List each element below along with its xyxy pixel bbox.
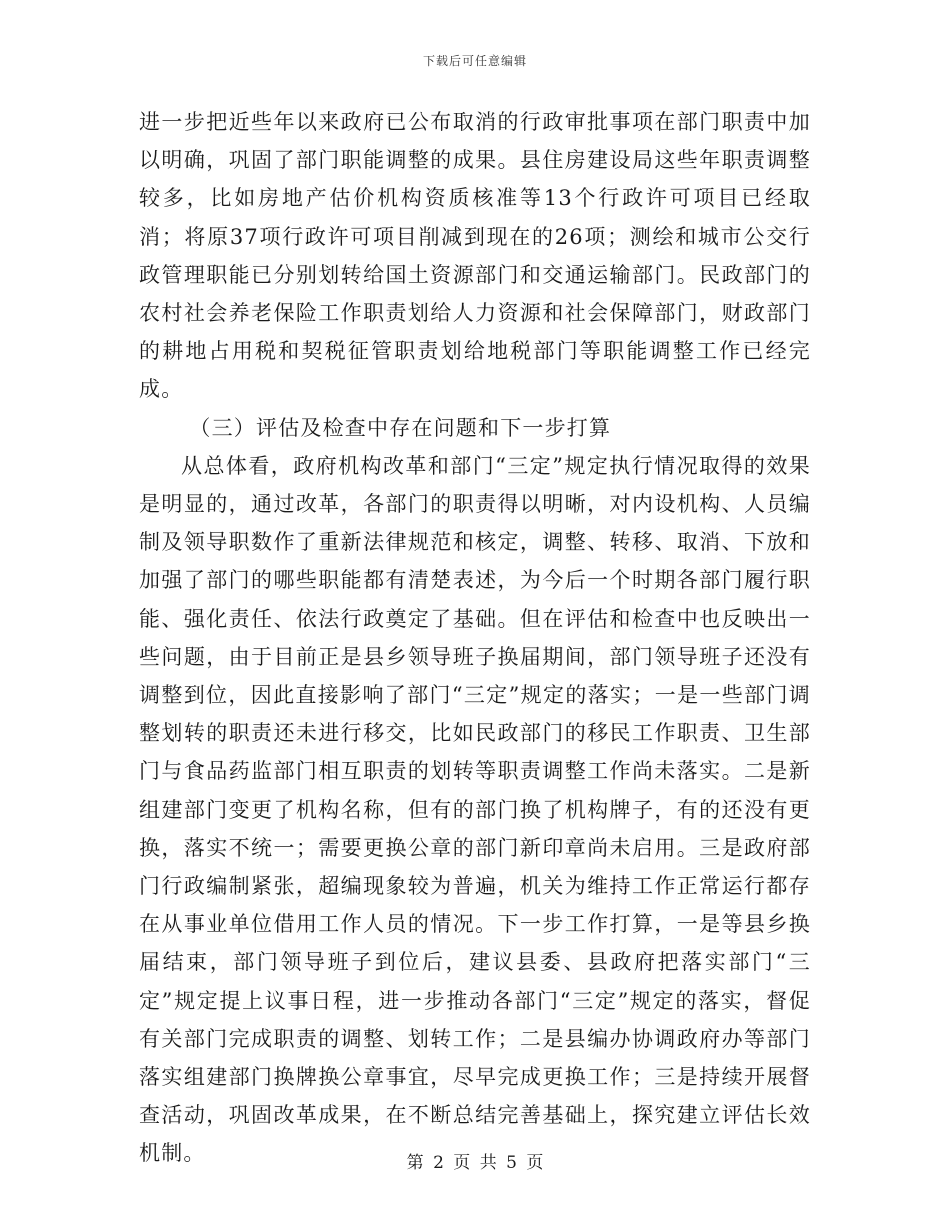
page-header: 下载后可任意编辑: [422, 54, 527, 68]
document-body: [139, 103, 811, 1173]
page-number-footer: 第 2 页 共 5 页: [406, 1153, 544, 1173]
paragraph-body: 从总体看，政府机构改革和部门“三定”规定执行情况取得的效果是明显的，通过改革，各部门的职责得以明晰，对内设机构、人员编制及领导职数作了重新法律规范和核定，调整、转移、取消、下放和加强了部门的哪些职能都有清楚表述，为今后一个时期各部门履行职能、强化责任、依法行政奠定了基础。但在评估和检查中也反映出一些问题，由于目前正是县乡领导班子换届期间，部门领导班子还没有调整到位，因此直接影响了部门“三定”规定的落实；一是一些部门调整划转的职责还未进行移交，比如民政部门的移民工作职责、卫生部门与食品药监部门相互职责的划转等职责调整工作尚未落实。二是新组建部门变更了机构名称，但有的部门换了机构牌子，有的还没有更换，落实不统一；需要更换公章的部门新印章尚未启用。三是政府部门行政编制紧张，超编现象较为普遍，机关为维持工作正常运行都存在从事业单位借用工作人员的情况。下一步工作打算，一是等县乡换届结束，部门领导班子到位后，建议县委、县政府把落实部门“三定”规定提上议事日程，进一步推动各部门“三定”规定的落实，督促有关部门完成职责的调整、划转工作；二是县编办协调政府办等部门落实组建部门换牌换公章事宜，尽早完成更换工作；三是持续开展督查活动，巩固改革成果，在不断总结完善基础上，探究建立评估长效机制。: [139, 453, 811, 1166]
paragraph-continuation: 进一步把近些年以来政府已公布取消的行政审批事项在部门职责中加以明确，巩固了部门职能调整的成果。县住房建设局这些年职责调整较多，比如房地产估价机构资质核准等13个行政许可项目已经取消；将原37项行政许可项目削减到现在的26项；测绘和城市公交行政管理职能已分别划转给国土资源部门和交通运输部门。民政部门的农村社会养老保险工作职责划给人力资源和社会保障部门，财政部门的耕地占用税和契税征管职责划给地税部门等职能调整工作已经完成。: [139, 110, 811, 402]
section-heading: （三）评估及检查中存在问题和下一步打算: [189, 415, 612, 440]
